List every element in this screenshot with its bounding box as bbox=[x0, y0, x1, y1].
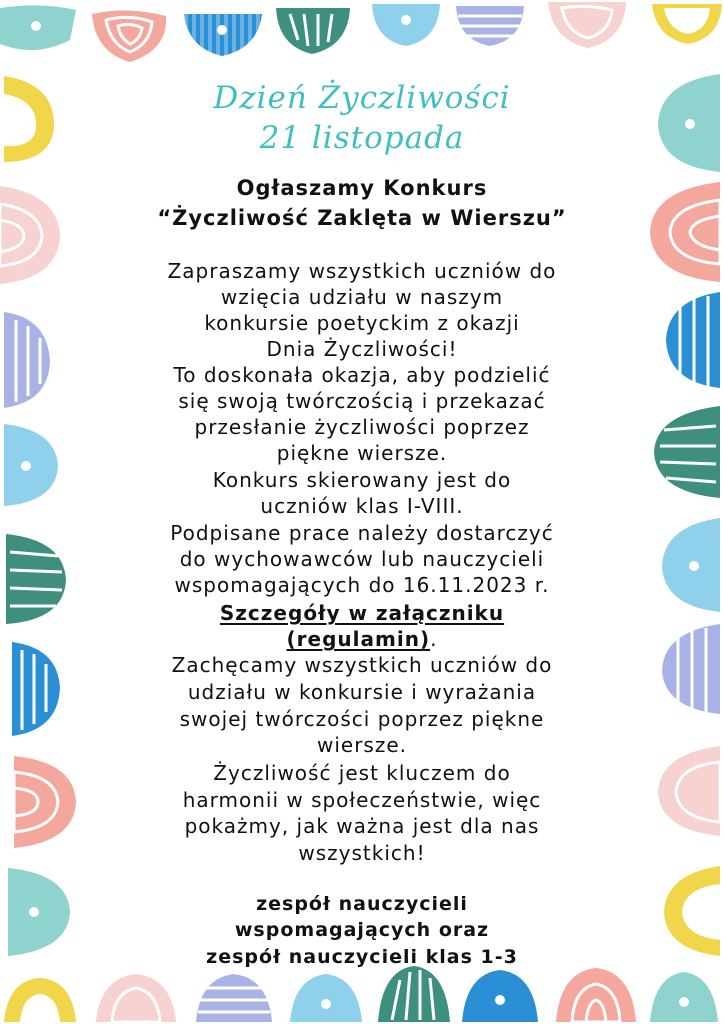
body-line: Życzliwość jest kluczem do bbox=[213, 761, 511, 785]
lavender-stripe-shape bbox=[196, 974, 272, 1022]
body-line: harmonii w społeczeństwie, więc bbox=[182, 788, 542, 812]
body-line: Konkurs skierowany jest do bbox=[212, 468, 512, 492]
mint-dot-shape bbox=[0, 5, 76, 50]
body-line: wspomagających do 16.11.2023 r. bbox=[174, 573, 550, 597]
pink-spiral-shape bbox=[96, 974, 176, 1022]
heading-line-1: Ogłaszamy Konkurs bbox=[236, 176, 488, 200]
body-line: pokażmy, jak ważna jest dla nas bbox=[184, 814, 540, 838]
body-line: swojej twórczości poprzez piękne bbox=[179, 707, 545, 731]
body-line: do wychowawców lub nauczycieli bbox=[179, 547, 545, 571]
body-line: Zachęcamy wszystkich uczniów do bbox=[171, 653, 553, 677]
pink-spiral-shape bbox=[92, 10, 166, 62]
body-line: wiersze. bbox=[316, 733, 408, 757]
signature-line: zespół nauczycieli klas 1-3 bbox=[206, 946, 518, 968]
body-line: się swoją twórczością i przekazać bbox=[178, 389, 546, 413]
body-line: konkursie poetyckim z okazji bbox=[204, 311, 520, 335]
body-line: przesłanie życzliwości poprzez bbox=[194, 415, 530, 439]
body-line: Zapraszamy wszystkich uczniów do bbox=[167, 259, 557, 283]
signature-line: zespół nauczycieli bbox=[256, 893, 468, 915]
body-line: wzięcia udziału w naszym bbox=[220, 285, 504, 309]
attachment-details-line bbox=[0, 626, 724, 652]
body-line: Podpisane prace należy dostarczyć bbox=[170, 521, 554, 545]
attachment-details-line bbox=[0, 600, 724, 626]
attachment-link[interactable]: Szczegóły w załączniku bbox=[219, 601, 505, 625]
signature-line: wspomagających oraz bbox=[234, 919, 490, 941]
lightblue-dot-shape bbox=[372, 4, 440, 46]
body-line: piękne wiersze. bbox=[276, 441, 448, 465]
teal-stripe-shape bbox=[378, 966, 450, 1022]
body-line: To doskonała okazja, aby podzielić bbox=[173, 363, 551, 387]
blue-bowl-shape bbox=[462, 970, 538, 1022]
body-line: uczniów klas I-VIII. bbox=[260, 494, 464, 518]
mint-dot-shape bbox=[650, 972, 718, 1022]
yellow-ring-shape bbox=[652, 4, 722, 44]
blue-bowl-shape bbox=[184, 14, 262, 56]
body-line: Dnia Życzliwości! bbox=[266, 337, 458, 361]
blush-spiral-shape bbox=[548, 2, 626, 48]
yellow-ring-shape bbox=[4, 978, 76, 1022]
body-line: udziału w konkursie i wyrażania bbox=[187, 680, 537, 704]
title-line-2: 21 listopada bbox=[259, 120, 465, 156]
pink-spiral-shape bbox=[556, 968, 636, 1022]
title-line-1: Dzień Życzliwości bbox=[213, 80, 511, 116]
lightblue-dot-shape bbox=[290, 974, 362, 1022]
heading-line-2: “Życzliwość Zaklęta w Wierszu” bbox=[157, 206, 567, 230]
teal-bowl-shape bbox=[276, 8, 350, 54]
lavender-stripe-shape bbox=[456, 6, 524, 46]
body-line: wszystkich! bbox=[298, 841, 426, 865]
punctuation: . bbox=[430, 627, 438, 651]
regulations-link[interactable]: (regulamin) bbox=[286, 627, 431, 651]
